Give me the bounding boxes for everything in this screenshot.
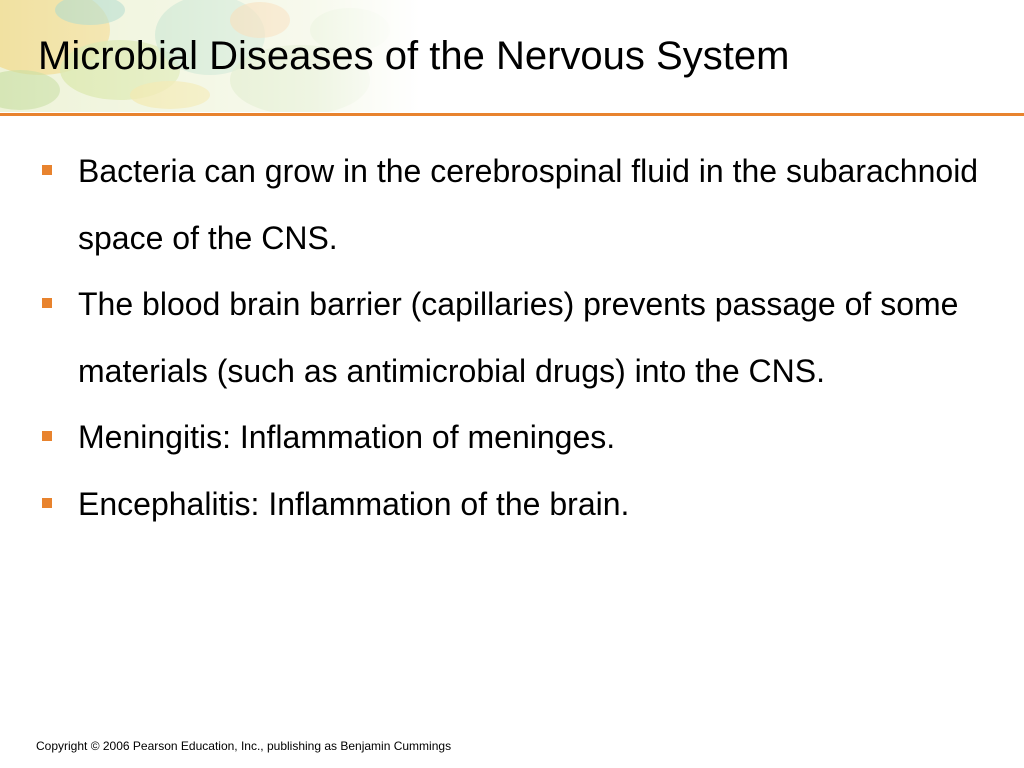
bullet-item: [40, 271, 980, 404]
square-bullet-icon: [42, 165, 52, 175]
bullet-text: Bacteria can grow in the cerebrospinal fluid in the subarachnoid space of the CNS.: [78, 153, 979, 256]
bullet-item: [40, 404, 980, 471]
bullet-text: Meningitis: Inflammation of meninges.: [78, 419, 616, 455]
bullet-text: The blood brain barrier (capillaries) prevents passage of some materials (such as antimicrobial drugs) into the CNS.: [78, 286, 959, 389]
bullet-item: [40, 138, 980, 271]
bullet-item: [40, 471, 980, 538]
slide-title: Microbial Diseases of the Nervous System: [38, 34, 790, 78]
copyright-footer: Copyright © 2006 Pearson Education, Inc., publishing as Benjamin Cummings: [36, 739, 452, 753]
square-bullet-icon: [42, 298, 52, 308]
bullet-list: [40, 138, 980, 537]
bullet-text: Encephalitis: Inflammation of the brain.: [78, 485, 630, 522]
square-bullet-icon: [42, 498, 52, 508]
square-bullet-icon: [42, 431, 52, 441]
title-divider: [0, 113, 1024, 116]
